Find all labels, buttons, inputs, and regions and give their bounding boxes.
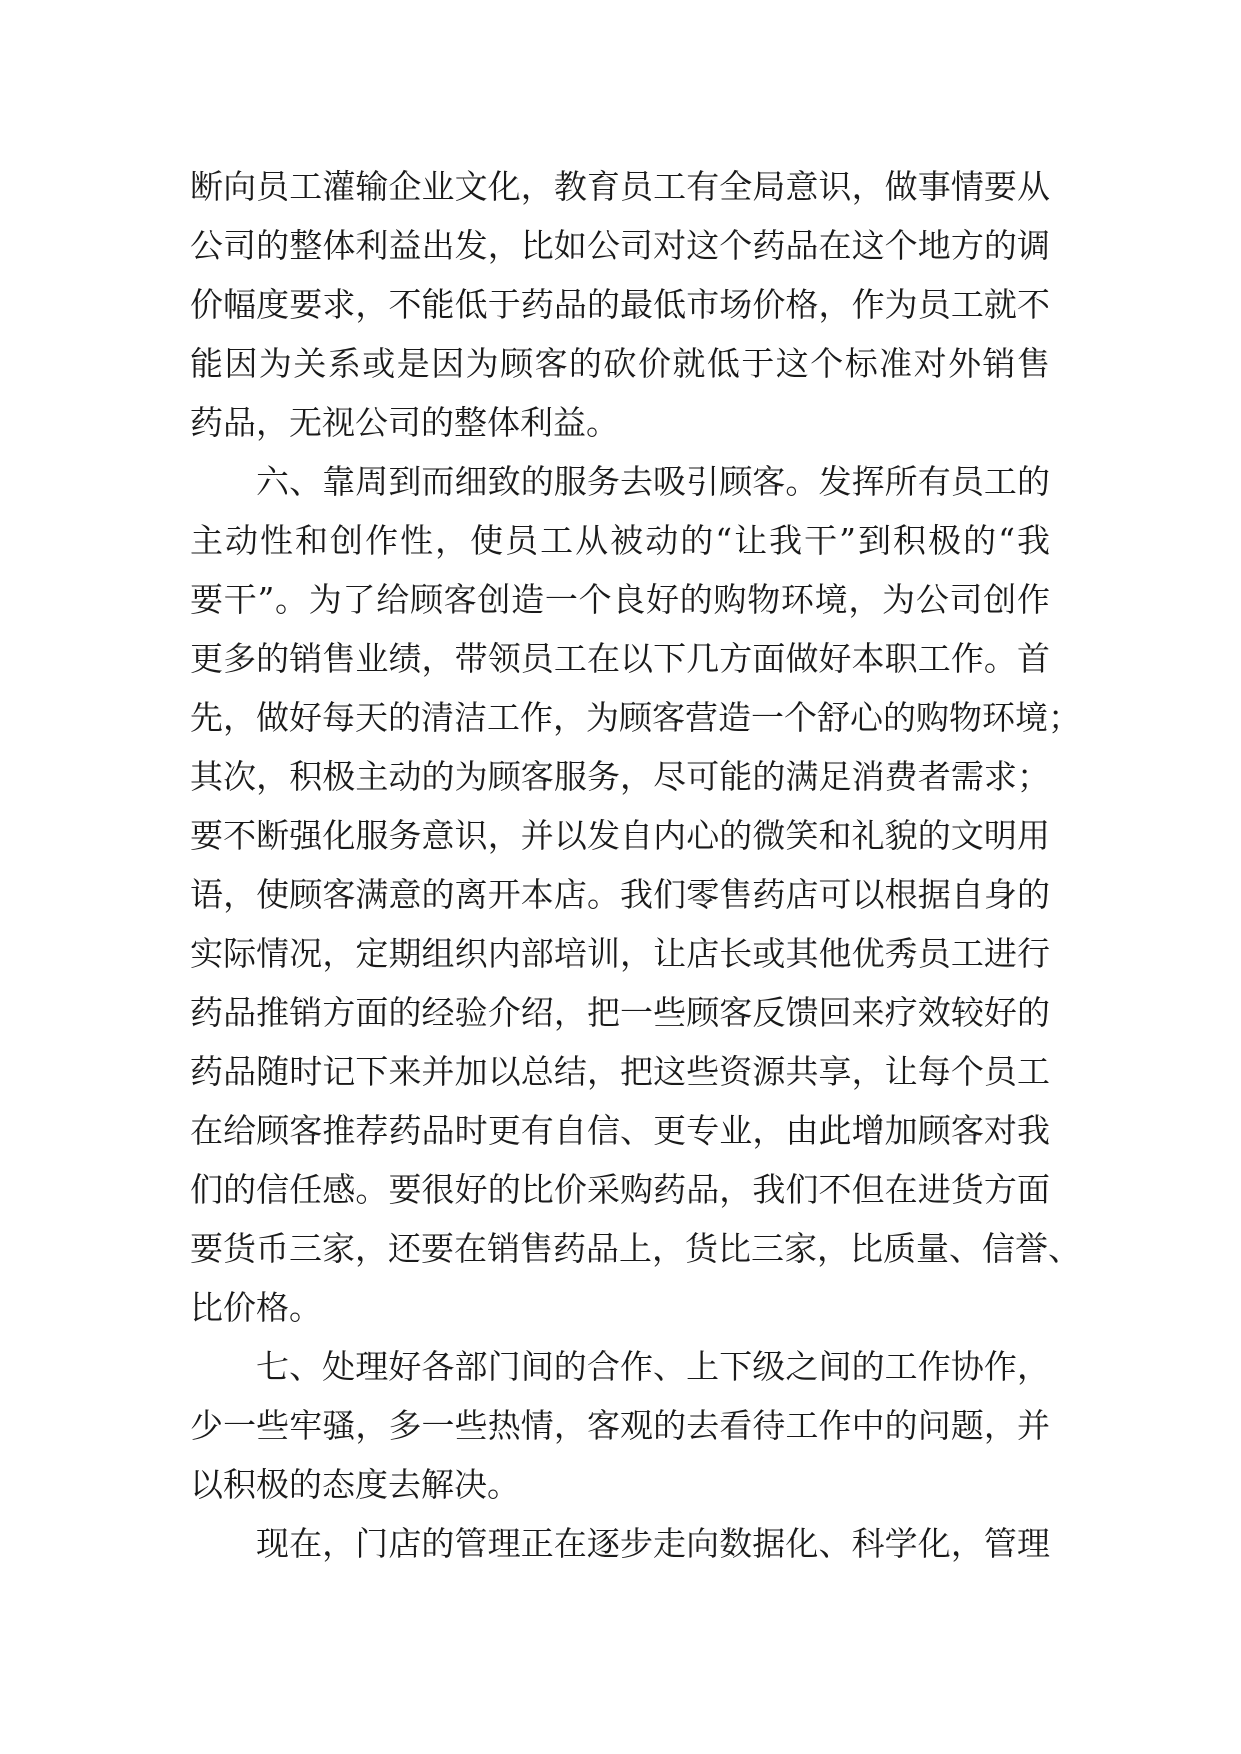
text-line: 更多的销售业绩，带领员工在以下几方面做好本职工作。首 [190, 639, 1050, 678]
paragraph-first-line: 六、靠周到而细致的服务去吸引顾客。发挥所有员工的 [256, 462, 1050, 501]
text-line: 价幅度要求，不能低于药品的最低市场价格，作为员工就不 [190, 285, 1050, 324]
text-line: 药品随时记下来并加以总结，把这些资源共享，让每个员工 [190, 1052, 1050, 1091]
text-line: 先，做好每天的清洁工作，为顾客营造一个舒心的购物环境； [190, 698, 1081, 737]
text-line: 少一些牢骚，多一些热情，客观的去看待工作中的问题，并 [190, 1406, 1050, 1445]
text-line: 实际情况，定期组织内部培训，让店长或其他优秀员工进行 [190, 934, 1050, 973]
paragraph-first-line: 七、处理好各部门间的合作、上下级之间的工作协作， [256, 1347, 1050, 1386]
text-line: 公司的整体利益出发，比如公司对这个药品在这个地方的调 [190, 226, 1050, 265]
text-line: 能因为关系或是因为顾客的砍价就低于这个标准对外销售 [190, 344, 1050, 383]
body-text [190, 157, 1081, 1573]
text-line: 比价格。 [190, 1288, 322, 1327]
text-line: 要货币三家，还要在销售药品上，货比三家，比质量、信誉、 [190, 1229, 1081, 1268]
text-line: 要干”。为了给顾客创造一个良好的购物环境，为公司创作 [190, 580, 1050, 619]
text-line: 断向员工灌输企业文化，教育员工有全局意识，做事情要从 [190, 167, 1050, 206]
text-line: 在给顾客推荐药品时更有自信、更专业，由此增加顾客对我 [190, 1111, 1050, 1150]
text-line: 药品推销方面的经验介绍，把一些顾客反馈回来疗效较好的 [190, 993, 1050, 1032]
text-line: 们的信任感。要很好的比价采购药品，我们不但在进货方面 [190, 1170, 1050, 1209]
text-line: 其次，积极主动的为顾客服务，尽可能的满足消费者需求； [190, 757, 1050, 796]
paragraph-first-line: 现在，门店的管理正在逐步走向数据化、科学化，管理 [256, 1524, 1050, 1563]
text-line: 以积极的态度去解决。 [190, 1465, 520, 1504]
text-line: 要不断强化服务意识，并以发自内心的微笑和礼貌的文明用 [190, 816, 1050, 855]
text-line: 语，使顾客满意的离开本店。我们零售药店可以根据自身的 [190, 875, 1050, 914]
text-line: 药品，无视公司的整体利益。 [190, 403, 619, 442]
text-line: 主动性和创作性，使员工从被动的“让我干”到积极的“我 [190, 521, 1050, 560]
